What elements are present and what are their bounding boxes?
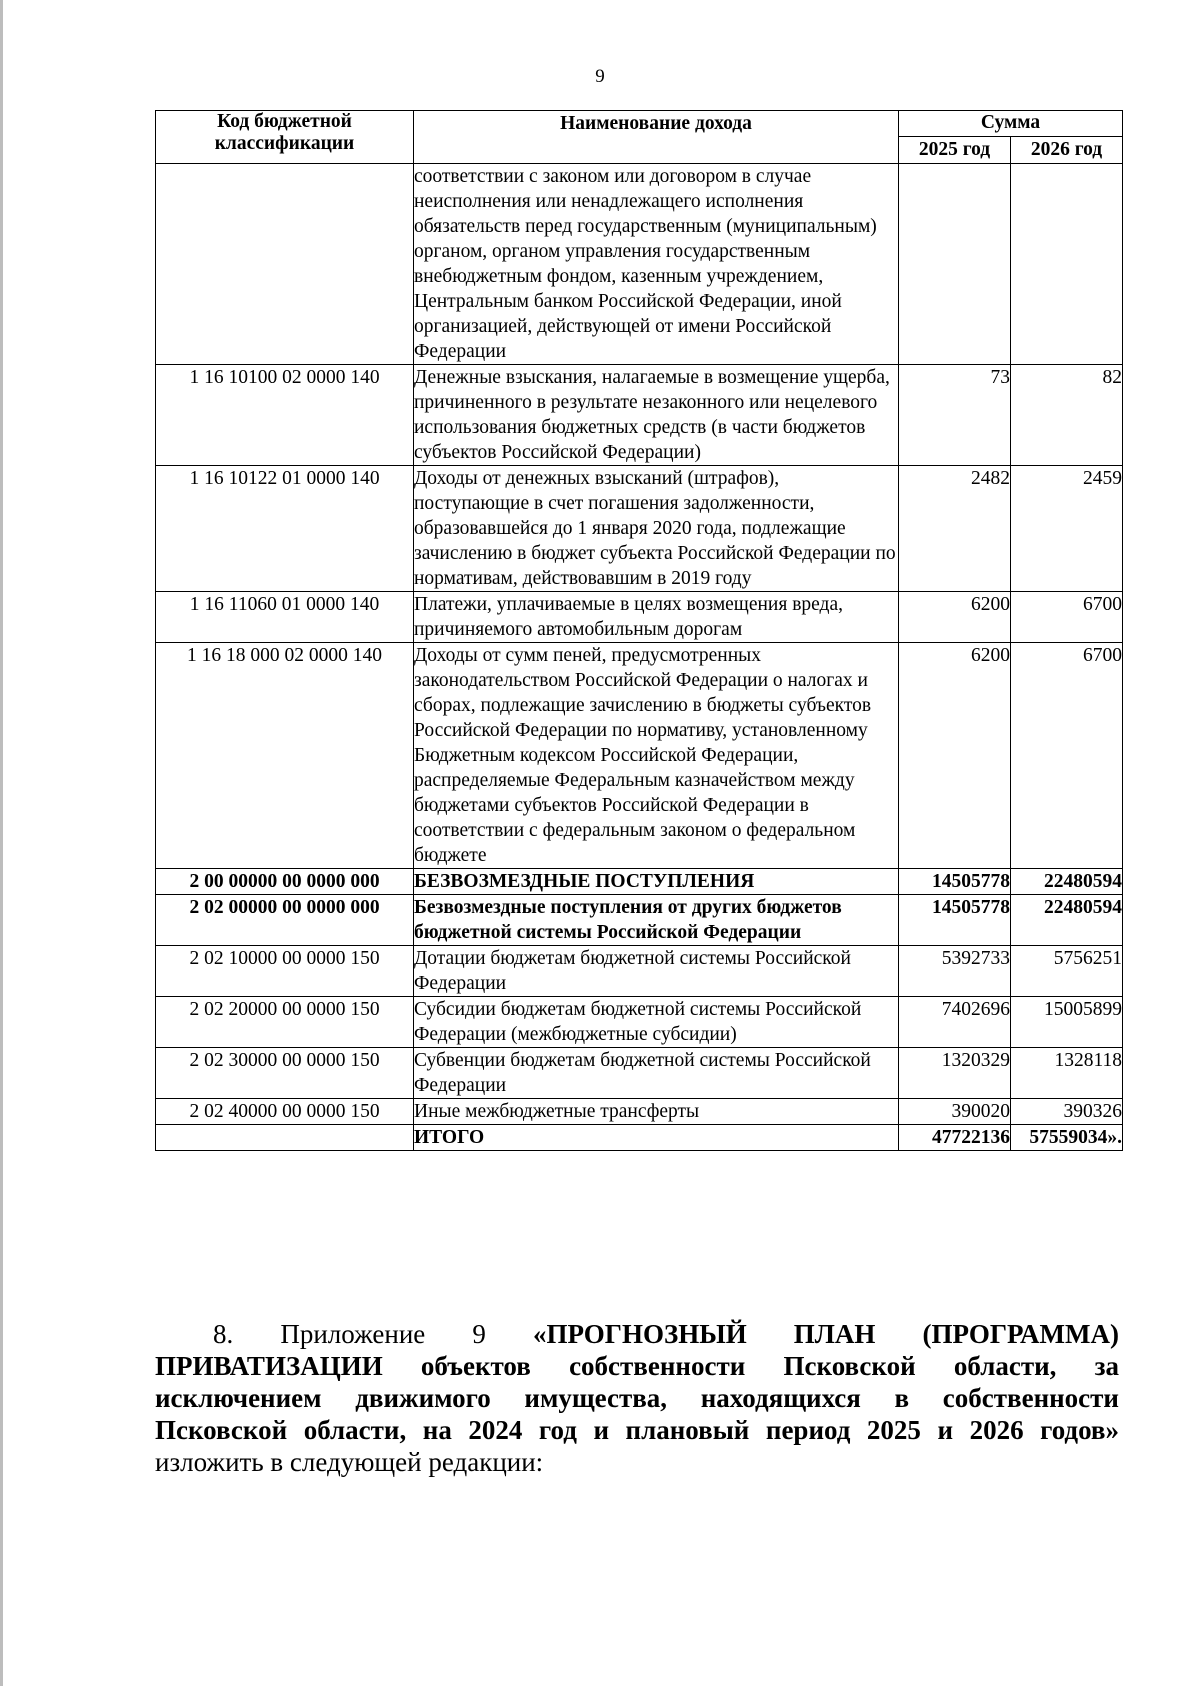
row-name: БЕЗВОЗМЕЗДНЫЕ ПОСТУПЛЕНИЯ [414, 869, 899, 895]
row-value-2026: 6700 [1011, 643, 1123, 869]
header-year-2025: 2025 год [899, 137, 1011, 164]
row-name: Безвозмездные поступления от других бюджетов бюджетной системы Российской Федерации [414, 895, 899, 946]
row-code [156, 164, 414, 365]
header-sum: Сумма [899, 111, 1123, 137]
table-row [156, 365, 1123, 466]
table-row [156, 1099, 1123, 1125]
table-row [156, 164, 1123, 365]
header-name: Наименование дохода [414, 111, 899, 164]
table-row [156, 1048, 1123, 1099]
row-value-2026: 6700 [1011, 592, 1123, 643]
row-value-2026: 22480594 [1011, 895, 1123, 946]
table-row [156, 895, 1123, 946]
row-code: 2 02 20000 00 0000 150 [156, 997, 414, 1048]
table-row [156, 946, 1123, 997]
header-year-2026: 2026 год [1011, 137, 1123, 164]
row-value-2025: 73 [899, 365, 1011, 466]
row-value-2026: 5756251 [1011, 946, 1123, 997]
appendix-tail: изложить в следующей редакции: [155, 1447, 544, 1477]
table-row [156, 592, 1123, 643]
row-value-2025: 7402696 [899, 997, 1011, 1048]
row-value-2025: 47722136 [899, 1125, 1011, 1151]
row-value-2025: 14505778 [899, 869, 1011, 895]
row-value-2025: 14505778 [899, 895, 1011, 946]
row-code: 2 02 40000 00 0000 150 [156, 1099, 414, 1125]
revenue-table [155, 110, 1123, 1151]
row-value-2026: 1328118 [1011, 1048, 1123, 1099]
table-row [156, 466, 1123, 592]
row-name: Доходы от денежных взысканий (штрафов), поступающие в счет погашения задолженности, образовавшейся до 1 января 2020 года, подлежащие зачислению в бюджет субъекта Российской Федерации по нормативам, действовавшим в 2019 году [414, 466, 899, 592]
row-value-2026: 57559034». [1011, 1125, 1123, 1151]
row-value-2026 [1011, 164, 1123, 365]
row-value-2026: 22480594 [1011, 869, 1123, 895]
row-code: 1 16 18 000 02 0000 140 [156, 643, 414, 869]
table-row [156, 869, 1123, 895]
row-code [156, 1125, 414, 1151]
row-name: ИТОГО [414, 1125, 899, 1151]
row-value-2025: 6200 [899, 643, 1011, 869]
row-code: 2 00 00000 00 0000 000 [156, 869, 414, 895]
row-value-2026: 2459 [1011, 466, 1123, 592]
row-code: 1 16 11060 01 0000 140 [156, 592, 414, 643]
appendix-paragraph [155, 1318, 1119, 1478]
row-name: Доходы от сумм пеней, предусмотренных законодательством Российской Федерации о налогах и сборах, подлежащие зачислению в бюджеты субъектов Российской Федерации по нормативу, установленному Бюджетным кодексом Российской Федерации, распределяемые Федеральным казначейством между бюджетами субъектов Российской Федерации в соответствии с федеральным законом о федеральном бюджете [414, 643, 899, 869]
row-code: 1 16 10100 02 0000 140 [156, 365, 414, 466]
row-name: Субвенции бюджетам бюджетной системы Российской Федерации [414, 1048, 899, 1099]
row-value-2025: 1320329 [899, 1048, 1011, 1099]
row-name: Дотации бюджетам бюджетной системы Российской Федерации [414, 946, 899, 997]
row-value-2025: 5392733 [899, 946, 1011, 997]
row-value-2025: 6200 [899, 592, 1011, 643]
table-row [156, 643, 1123, 869]
row-name: Платежи, уплачиваемые в целях возмещения вреда, причиняемого автомобильным дорогам [414, 592, 899, 643]
row-value-2025: 390020 [899, 1099, 1011, 1125]
page-number: 9 [595, 66, 605, 87]
row-value-2025 [899, 164, 1011, 365]
row-name: соответствии с законом или договором в случае неисполнения или ненадлежащего исполнения обязательств перед государственным (муниципальным) органом, органом управления государственным внебюджетным фондом, казенным учреждением, Центральным банком Российской Федерации, иной организацией, действующей от имени Российской Федерации [414, 164, 899, 365]
appendix-number: 8. [213, 1319, 234, 1349]
row-code: 2 02 00000 00 0000 000 [156, 895, 414, 946]
row-name: Иные межбюджетные трансферты [414, 1099, 899, 1125]
row-value-2026: 390326 [1011, 1099, 1123, 1125]
header-code: Код бюджетной классификации [156, 111, 414, 164]
appendix-title: «ПРОГНОЗНЫЙ ПЛАН (ПРОГРАММА) ПРИВАТИЗАЦИИ объектов собственности Псковской области, за исключением движимого имущества, находящихся в собственности Псковской области, на 2024 год и плановый период 2025 и 2026 годов» [155, 1319, 1120, 1445]
table-row [156, 997, 1123, 1048]
table-row-total [156, 1125, 1123, 1151]
row-code: 2 02 30000 00 0000 150 [156, 1048, 414, 1099]
appendix-lead: Приложение 9 [280, 1319, 486, 1349]
row-value-2025: 2482 [899, 466, 1011, 592]
row-name: Субсидии бюджетам бюджетной системы Российской Федерации (межбюджетные субсидии) [414, 997, 899, 1048]
row-value-2026: 15005899 [1011, 997, 1123, 1048]
scan-edge [0, 0, 3, 1686]
row-name: Денежные взыскания, налагаемые в возмещение ущерба, причиненного в результате незаконного или нецелевого использования бюджетных средств (в части бюджетов субъектов Российской Федерации) [414, 365, 899, 466]
row-code: 1 16 10122 01 0000 140 [156, 466, 414, 592]
row-value-2026: 82 [1011, 365, 1123, 466]
row-code: 2 02 10000 00 0000 150 [156, 946, 414, 997]
